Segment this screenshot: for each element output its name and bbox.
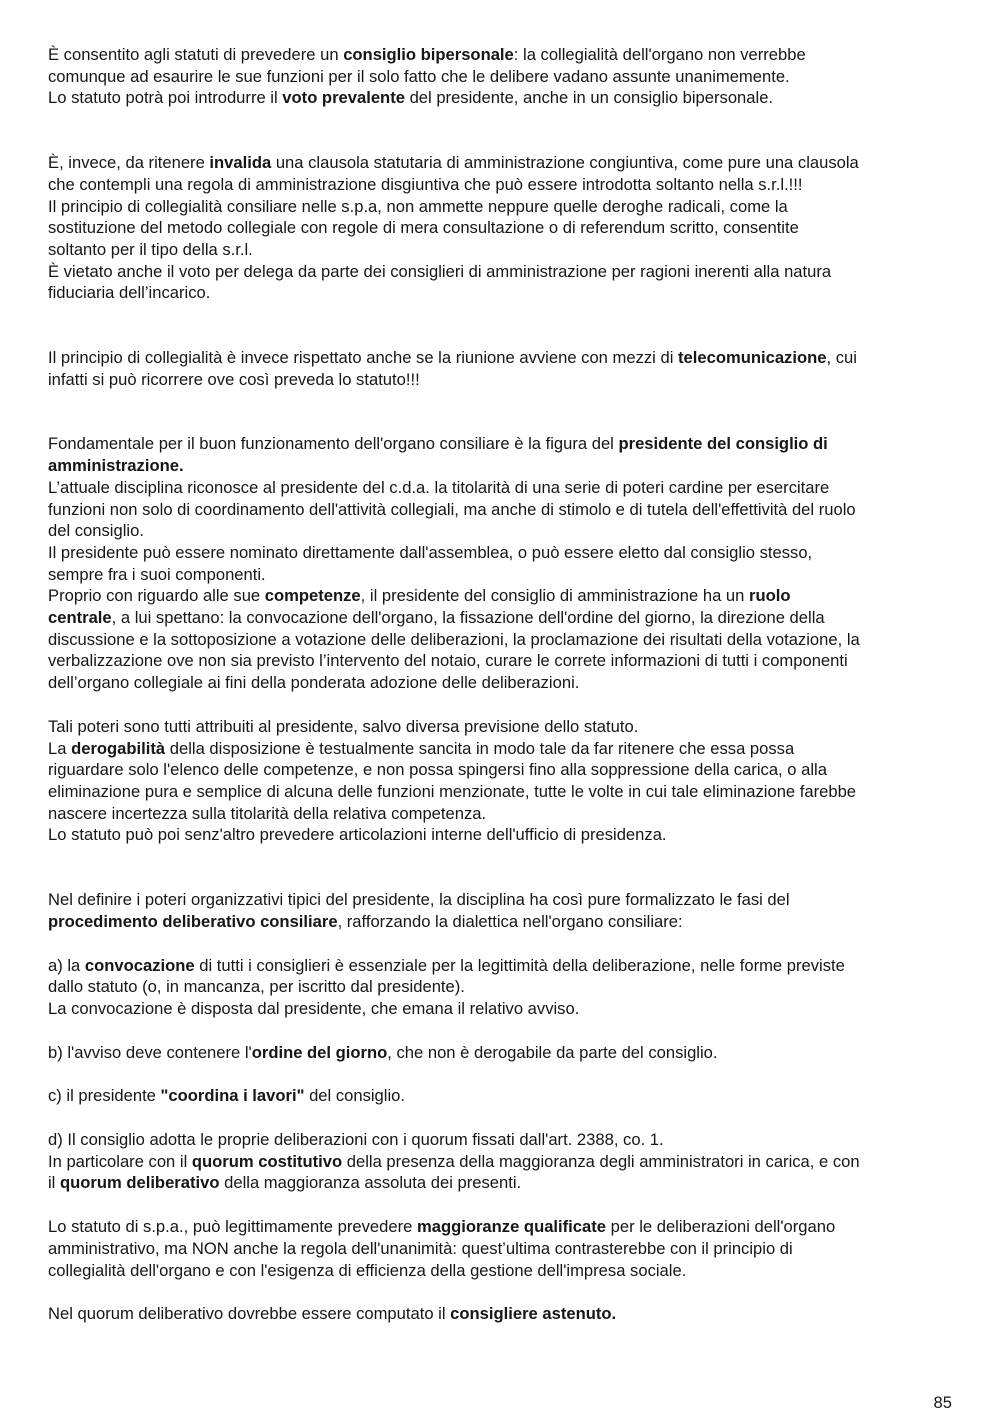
text-segment: sempre fra i suoi componenti. [48,564,266,584]
text-segment: della maggioranza assoluta dei presenti. [219,1173,522,1193]
text-segment: , cui [826,348,857,368]
text-segment: d) Il consiglio adotta le proprie deliberazioni con i quorum fissati dall'art. 2388, co. 1. [48,1130,664,1150]
text-segment: b) l'avviso deve contenere l' [48,1042,252,1062]
text-segment: verbalizzazione ove non sia previsto l’intervento del notaio, curare le correte informazioni di tutti i componenti [48,651,848,671]
text-line [48,433,953,455]
text-line [48,455,953,477]
text-line [48,889,953,911]
bold-term: amministrazione. [48,456,184,476]
paragraph-spacer [48,390,953,433]
text-line [48,499,953,521]
text-segment: riguardare solo l'elenco delle competenze, e non possa spingersi fino alla soppressione della carica, o alla [48,760,827,780]
text-line [48,650,953,672]
text-segment: di tutti i consiglieri è essenziale per la legittimità della deliberazione, nelle forme previste [194,955,845,975]
text-segment: della presenza della maggioranza degli amministratori in carica, e con [342,1151,860,1171]
text-line [48,564,953,586]
text-segment: del consiglio. [304,1086,405,1106]
text-line [48,520,953,542]
text-line [48,607,953,629]
text-segment: È consentito agli statuti di prevedere un [48,45,344,64]
text-segment: collegialità dell'organo e con l'esigenza di efficienza della gestione dell'impresa sociale. [48,1260,687,1280]
text-line [48,196,953,218]
bold-term: centrale [48,608,112,628]
text-line [48,1303,953,1325]
text-line [48,66,953,88]
text-line [48,759,953,781]
text-segment: Nel definire i poteri organizzativi tipici del presidente, la disciplina ha così pure formalizzato le fasi del [48,890,790,910]
text-segment: comunque ad esaurire le sue funzioni per il solo fatto che le delibere vadano assunte unanimemente. [48,66,790,86]
paragraph-spacer [48,846,953,889]
text-line [48,1216,953,1238]
text-line [48,282,953,304]
text-line [48,369,953,391]
bold-term: telecomunicazione [678,348,827,368]
text-segment: dallo statuto (o, in mancanza, per iscritto dal presidente). [48,977,465,997]
bold-term: consigliere astenuto. [450,1304,617,1324]
bold-term: quorum deliberativo [59,1173,220,1193]
text-line [48,1085,953,1107]
paragraph-clausola-invalida [48,152,953,304]
paragraph-item-d [48,1129,953,1194]
text-line [48,1238,953,1260]
text-segment: del presidente, anche in un consiglio bipersonale. [404,88,774,108]
text-segment: Lo statuto può poi senz'altro prevedere articolazioni interne dell'ufficio di presidenza. [48,825,667,845]
text-line [48,239,953,261]
text-segment: Il presidente può essere nominato direttamente dall'assemblea, o può essere eletto dal consiglio stesso, [48,542,813,562]
document-page [48,44,953,1325]
page-number: 85 [933,1393,952,1412]
text-line [48,1172,953,1194]
text-line [48,217,953,239]
bold-term: voto prevalente [282,88,405,108]
paragraph-item-c [48,1085,953,1107]
text-segment: , il presidente del consiglio di amministrazione ha un [360,586,749,606]
text-line [48,347,953,369]
text-segment: fiduciaria dell’incarico. [48,283,211,303]
text-segment: soltanto per il tipo della s.r.l. [48,239,253,259]
bold-term: maggioranze qualificate [416,1217,606,1237]
paragraph-telecomunicazione [48,347,953,390]
text-segment: L’attuale disciplina riconosce al presidente del c.d.a. la titolarità di una serie di poteri cardine per esercitare [48,477,830,497]
text-segment: Lo statuto potrà poi introdurre il [48,88,283,108]
text-line [48,87,953,109]
text-line [48,781,953,803]
paragraph-spacer [48,933,953,955]
text-line [48,803,953,825]
text-line [48,1129,953,1151]
text-segment: Nel quorum deliberativo dovrebbe essere computato il [48,1304,451,1324]
text-line [48,824,953,846]
text-segment: È, invece, da ritenere [48,153,210,173]
text-segment: infatti si può ricorrere ove così preveda lo statuto!!! [48,369,420,389]
paragraph-consiglio-bipersonale [48,44,953,109]
text-segment: il [48,1173,60,1193]
text-segment: : la collegialità dell'organo non verrebbe [513,45,806,64]
text-segment: sostituzione del metodo collegiale con regole di mera consultazione o di referendum scritto, consentite [48,218,799,238]
bold-term: procedimento deliberativo consiliare [48,911,338,931]
text-segment: Fondamentale per il buon funzionamento dell'organo consiliare è la figura del [48,434,619,454]
text-line [48,1151,953,1173]
bold-term: ordine del giorno [251,1042,388,1062]
text-line [48,998,953,1020]
text-segment: In particolare con il [48,1151,192,1171]
bold-term: presidente del consiglio di [618,434,828,454]
bold-term: quorum costitutivo [191,1151,343,1171]
text-line [48,477,953,499]
text-segment: per le deliberazioni dell'organo [606,1217,836,1237]
paragraph-spacer [48,1194,953,1216]
text-line [48,1042,953,1064]
paragraph-item-b [48,1042,953,1064]
text-segment: c) il presidente [48,1086,161,1106]
bold-term: ruolo [749,586,791,606]
paragraph-procedimento [48,889,953,932]
text-line [48,738,953,760]
text-line [48,152,953,174]
bold-term: invalida [209,153,272,173]
text-line [48,174,953,196]
text-segment: eliminazione pura e semplice di alcuna delle funzioni menzionate, tutte le volte in cui tale eliminazione farebbe [48,781,857,801]
paragraph-spacer [48,109,953,152]
bold-term: convocazione [84,955,195,975]
paragraph-maggioranze [48,1216,953,1281]
text-segment: , che non è derogabile da parte del consiglio. [387,1042,718,1062]
text-segment: una clausola statutaria di amministrazione congiuntiva, come pure una clausola [271,153,859,173]
text-segment: La convocazione è disposta dal presidente, che emana il relativo avviso. [48,998,580,1018]
text-line [48,672,953,694]
text-segment: funzioni non solo di coordinamento dell'attività collegiali, ma anche di stimolo e di tutela dell'effettività del ruolo [48,499,856,519]
text-segment: Tali poteri sono tutti attribuiti al presidente, salvo diversa previsione dello statuto. [48,716,639,736]
text-segment: che contempli una regola di amministrazione disgiuntiva che può essere introdotta soltanto nella s.r.l.!!! [48,174,803,194]
paragraph-spacer [48,1063,953,1085]
paragraph-item-a [48,955,953,1020]
text-segment: discussione e la sottoposizione a votazione delle deliberazioni, la proclamazione dei risultati della votazione, la [48,629,860,649]
text-segment: amministrativo, ma NON anche la regola dell'unanimità: quest’ultima contrasterebbe con il principio di [48,1238,793,1258]
text-segment: Lo statuto di s.p.a., può legittimamente prevedere [48,1217,417,1237]
bold-term: derogabilità [71,738,166,758]
text-segment: Il principio di collegialità consiliare nelle s.p.a, non ammette neppure quelle deroghe radicali, come la [48,196,788,216]
text-segment: La [48,738,72,758]
text-line [48,976,953,998]
text-segment: , a lui spettano: la convocazione dell'organo, la fissazione dell'ordine del giorno, la direzione della [111,608,825,628]
paragraph-spacer [48,1020,953,1042]
text-segment: della disposizione è testualmente sancita in modo tale da far ritenere che essa possa [165,738,795,758]
bold-term: "coordina i lavori" [160,1086,305,1106]
bold-term: competenze [264,586,361,606]
text-segment: Proprio con riguardo alle sue [48,586,265,606]
text-line [48,585,953,607]
text-line [48,542,953,564]
text-segment: , rafforzando la dialettica nell'organo consiliare: [337,911,683,931]
paragraph-spacer [48,1281,953,1303]
text-segment: Il principio di collegialità è invece rispettato anche se la riunione avviene con mezzi di [48,348,678,368]
text-line [48,955,953,977]
paragraph-astenuto [48,1303,953,1325]
paragraph-spacer [48,304,953,347]
text-line [48,1260,953,1282]
text-segment: È vietato anche il voto per delega da parte dei consiglieri di amministrazione per ragioni inerenti alla natura [48,261,832,281]
text-line [48,911,953,933]
text-segment: nascere incertezza sulla titolarità della relativa competenza. [48,803,487,823]
paragraph-derogabilita [48,716,953,846]
text-line [48,44,953,66]
text-segment: a) la [48,955,85,975]
paragraph-spacer [48,1107,953,1129]
text-line [48,629,953,651]
bold-term: consiglio bipersonale [343,45,514,64]
paragraph-presidente [48,433,953,693]
text-segment: dell’organo collegiale ai fini della ponderata adozione delle deliberazioni. [48,673,580,693]
text-line [48,261,953,283]
paragraph-spacer [48,694,953,716]
text-segment: del consiglio. [48,521,144,541]
text-line [48,716,953,738]
